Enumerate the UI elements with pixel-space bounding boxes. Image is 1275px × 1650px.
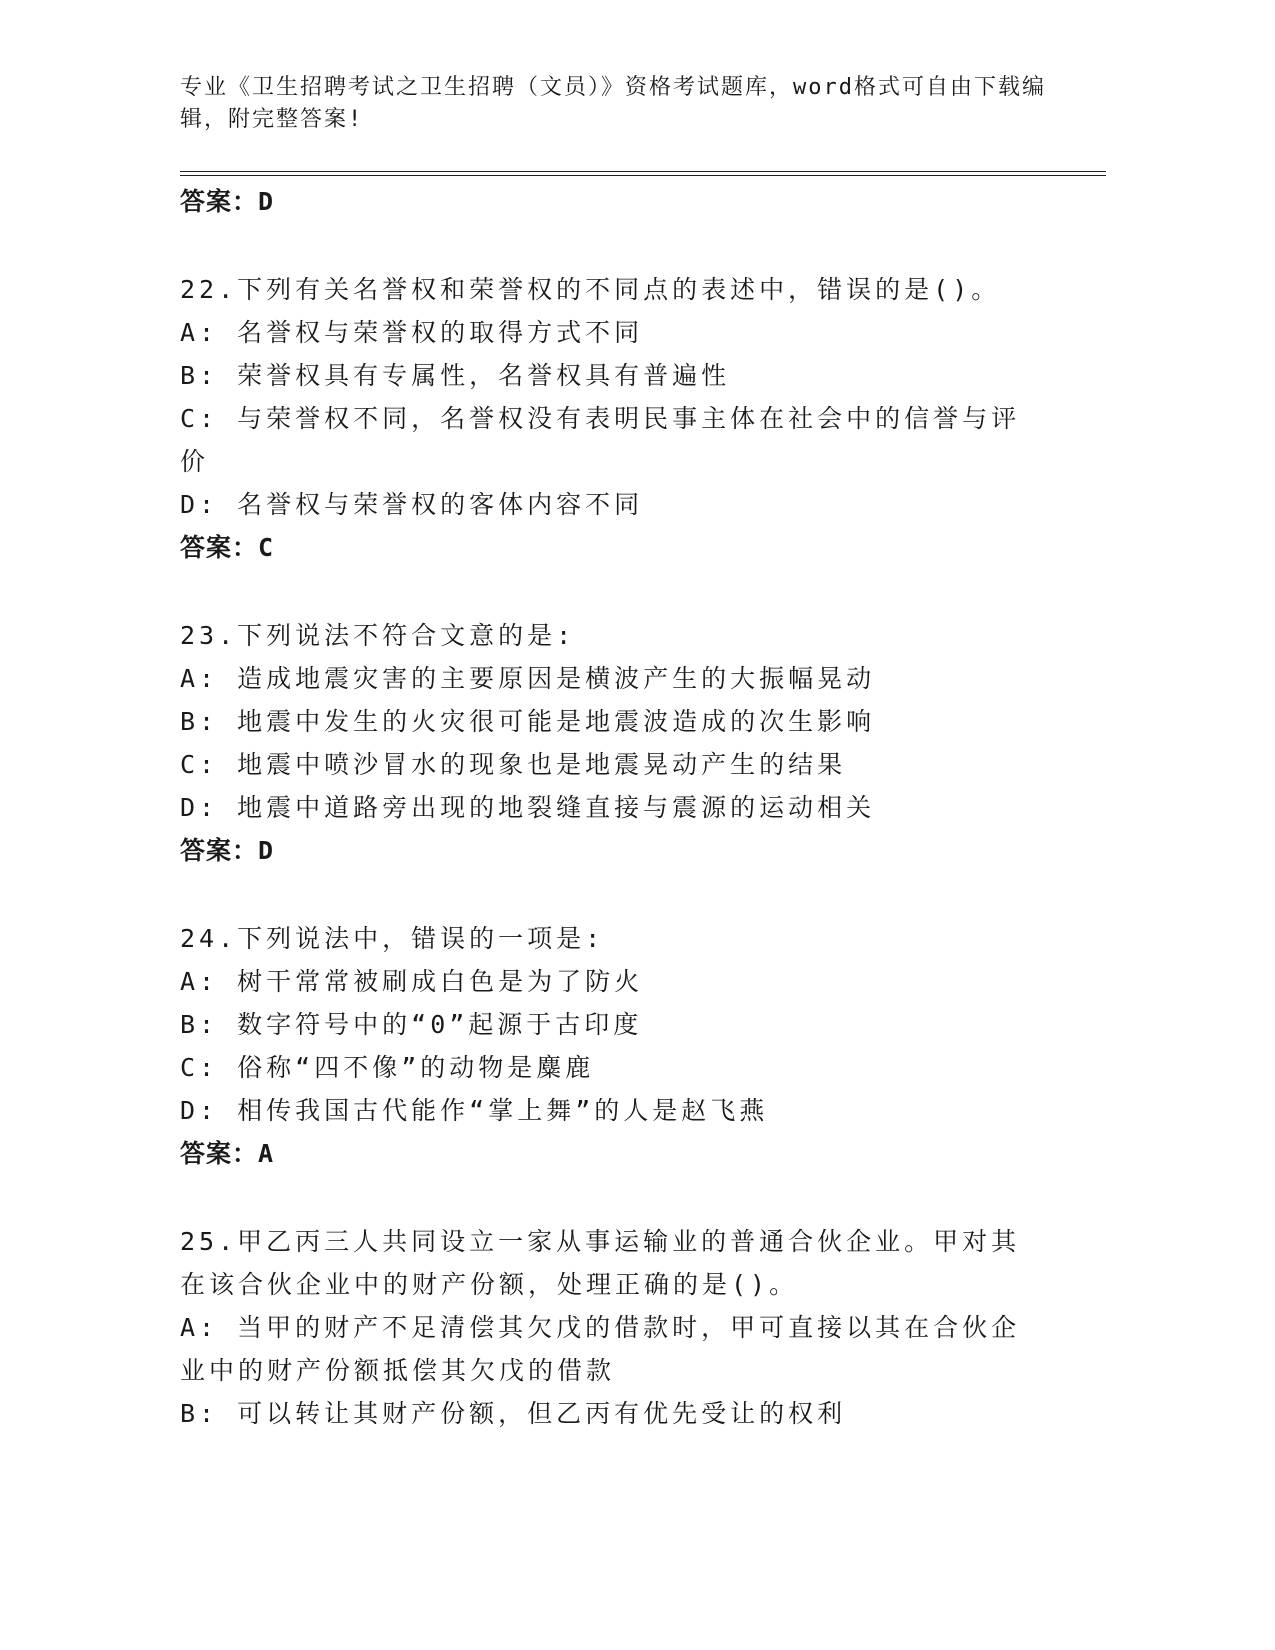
question-list	[180, 180, 1040, 1435]
option-b: B: 地震中发生的火灾很可能是地震波造成的次生影响	[180, 707, 876, 736]
option-c: C: 地震中喷沙冒水的现象也是地震晃动产生的结果	[180, 750, 847, 779]
question-stem: 24.下列说法中，错误的一项是:	[180, 924, 605, 953]
question-block	[180, 614, 1040, 872]
option-b: B: 可以转让其财产份额，但乙丙有优先受让的权利	[180, 1399, 847, 1428]
option-a: A: 树干常常被刷成白色是为了防火	[180, 967, 644, 996]
question-block	[180, 268, 1040, 569]
option-b: B: 数字符号中的“0”起源于古印度	[180, 1010, 643, 1039]
document-header: 专业《卫生招聘考试之卫生招聘（文员）》资格考试题库，word格式可自由下载编辑，附完整答案!	[180, 75, 1046, 132]
option-d: D: 地震中道路旁出现的地裂缝直接与震源的运动相关	[180, 793, 876, 822]
option-c: C: 与荣誉权不同，名誉权没有表明民事主体在社会中的信誉与评价	[180, 404, 1021, 476]
question-block	[180, 1220, 1040, 1435]
answer-line: 答案：C	[180, 533, 275, 562]
option-b: B: 荣誉权具有专属性，名誉权具有普遍性	[180, 361, 731, 390]
header-divider-top	[180, 171, 1106, 172]
option-a: A: 造成地震灾害的主要原因是横波产生的大振幅晃动	[180, 664, 876, 693]
header-divider-bottom	[180, 175, 1106, 176]
question-stem: 22.下列有关名誉权和荣誉权的不同点的表述中，错误的是()。	[180, 275, 1001, 304]
answer-line: 答案：D	[180, 836, 275, 865]
answer-line: 答案：A	[180, 1139, 275, 1168]
question-stem: 23.下列说法不符合文意的是:	[180, 621, 576, 650]
option-a: A: 名誉权与荣誉权的取得方式不同	[180, 318, 644, 347]
question-stem: 25.甲乙丙三人共同设立一家从事运输业的普通合伙企业。甲对其在该合伙企业中的财产份额，处理正确的是()。	[180, 1227, 1021, 1299]
option-a: A: 当甲的财产不足清偿其欠戊的借款时，甲可直接以其在合伙企业中的财产份额抵偿其欠戊的借款	[180, 1313, 1021, 1385]
question-block	[180, 917, 1040, 1175]
option-d: D: 名誉权与荣誉权的客体内容不同	[180, 490, 644, 519]
answer-line: 答案：D	[180, 187, 275, 216]
option-c: C: 俗称“四不像”的动物是麋鹿	[180, 1053, 595, 1082]
option-d: D: 相传我国古代能作“掌上舞”的人是赵飞燕	[180, 1096, 769, 1125]
